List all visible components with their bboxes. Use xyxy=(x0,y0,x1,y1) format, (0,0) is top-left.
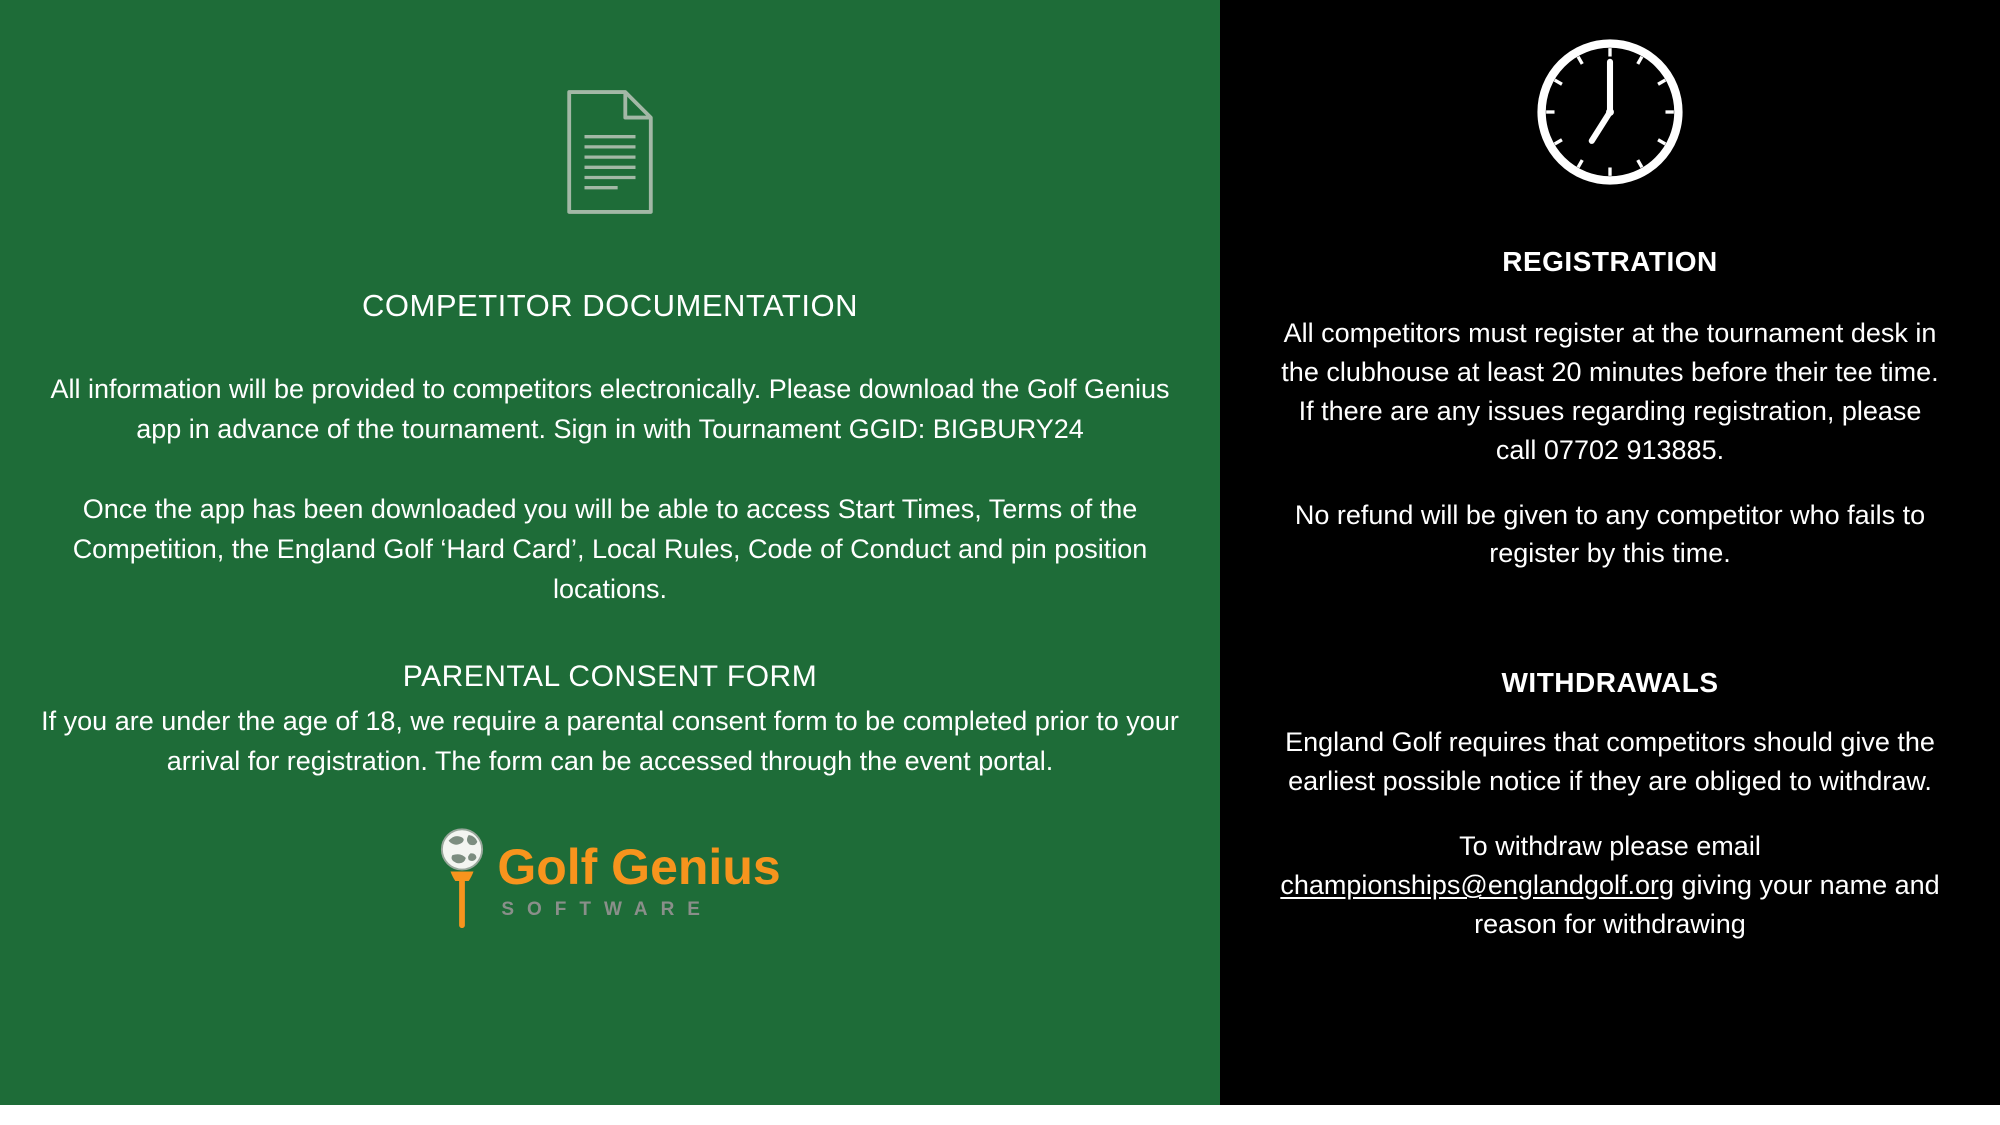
withdrawal-email-suffix: giving your name and reason for withdrawing xyxy=(1474,869,1940,939)
bottom-white-strip xyxy=(0,1105,2000,1125)
clock-icon xyxy=(1534,36,1686,188)
withdrawal-email-intro: To withdraw please email xyxy=(1459,831,1761,861)
registration-heading: REGISTRATION xyxy=(1502,246,1718,277)
golf-genius-logo xyxy=(26,826,1194,938)
parental-consent-paragraph: If you are under the age of 18, we require a parental consent form to be completed prior to your arrival for registration. The form can be accessed through the event portal. xyxy=(41,705,1179,776)
parental-consent-heading: PARENTAL CONSENT FORM xyxy=(402,659,818,693)
logo-subtext: SOFTWARE xyxy=(501,899,713,921)
golf-genius-logo-text xyxy=(497,839,781,921)
logo-name: Golf Genius xyxy=(497,839,781,896)
registration-paragraph-2: No refund will be given to any competitor who fails to register by this time. xyxy=(1294,499,1926,569)
withdrawal-email-link[interactable]: championships@englandgolf.org xyxy=(1280,869,1674,900)
registration-paragraph-1: All competitors must register at the tournament desk in the clubhouse at least 20 minutes before their tee time. If there are any issues regarding registration, please call 07702 913885. xyxy=(1281,318,1939,465)
withdrawals-heading: WITHDRAWALS xyxy=(1501,667,1719,699)
document-icon xyxy=(559,88,661,216)
withdrawals-paragraph-2 xyxy=(1276,827,1944,944)
golf-ball-on-tee-icon xyxy=(439,826,485,938)
registration-withdrawals-panel xyxy=(1220,0,2000,1105)
withdrawals-paragraph-1: England Golf requires that competitors should give the earliest possible notice if they are obliged to withdraw. xyxy=(1285,727,1935,797)
documentation-paragraph-2: Once the app has been downloaded you will be able to access Start Times, Terms of the Competition, the England Golf ‘Hard Card’, Local Rules, Code of Conduct and pin position locations. xyxy=(72,493,1148,604)
left-panel-title: COMPETITOR DOCUMENTATION xyxy=(362,288,858,323)
documentation-paragraph-1: All information will be provided to competitors electronically. Please download the Golf Genius app in advance of the tournament. Sign in with Tournament GGID: BIGBURY24 xyxy=(50,374,1170,444)
